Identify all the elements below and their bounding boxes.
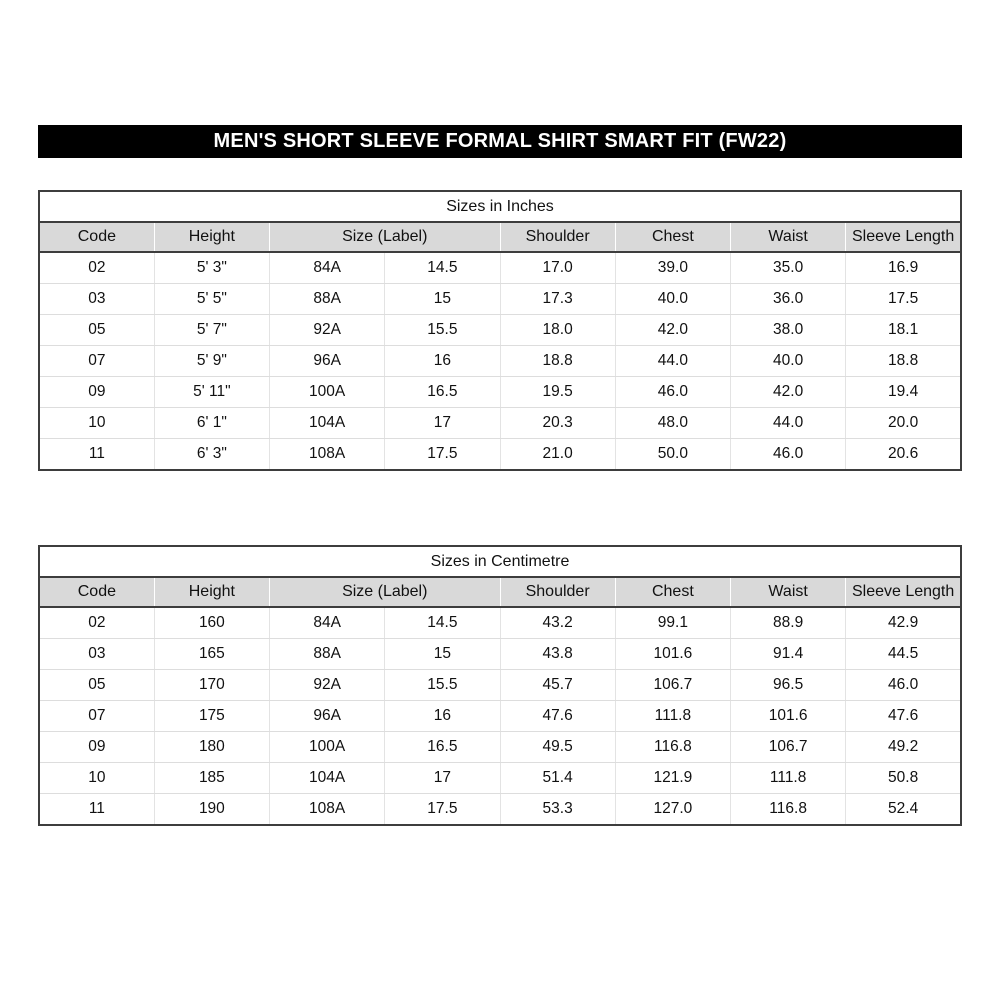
- cell-shoulder: 17.3: [500, 284, 615, 315]
- column-header-code: Code: [39, 222, 154, 252]
- cell-code: 05: [39, 315, 154, 346]
- table-row: [39, 377, 961, 408]
- cell-code: 02: [39, 252, 154, 284]
- cell-size-label: 104A: [270, 408, 385, 439]
- cell-shoulder: 51.4: [500, 763, 615, 794]
- column-header-waist: Waist: [731, 222, 846, 252]
- cell-height: 190: [154, 794, 269, 826]
- cell-chest: 42.0: [615, 315, 730, 346]
- cell-code: 11: [39, 794, 154, 826]
- cell-size-label: 88A: [270, 284, 385, 315]
- cell-height: 160: [154, 607, 269, 639]
- cell-sleeve-length: 50.8: [846, 763, 961, 794]
- column-header-height: Height: [154, 577, 269, 607]
- cell-sleeve-length: 19.4: [846, 377, 961, 408]
- cell-sleeve-length: 52.4: [846, 794, 961, 826]
- cell-code: 10: [39, 408, 154, 439]
- size-table-centimetre: [38, 545, 962, 826]
- table-row: [39, 701, 961, 732]
- table-row: [39, 284, 961, 315]
- column-header-size-label: Size (Label): [270, 577, 501, 607]
- cell-size-number: 15.5: [385, 315, 500, 346]
- cell-size-label: 92A: [270, 315, 385, 346]
- cell-waist: 88.9: [731, 607, 846, 639]
- cell-size-number: 16.5: [385, 377, 500, 408]
- cell-size-label: 88A: [270, 639, 385, 670]
- column-header-chest: Chest: [615, 222, 730, 252]
- size-table-inches: [38, 190, 962, 471]
- cell-chest: 44.0: [615, 346, 730, 377]
- cell-sleeve-length: 20.6: [846, 439, 961, 471]
- cell-chest: 111.8: [615, 701, 730, 732]
- table-title: Sizes in Inches: [39, 191, 961, 222]
- cell-height: 180: [154, 732, 269, 763]
- cell-size-number: 15: [385, 284, 500, 315]
- cell-code: 02: [39, 607, 154, 639]
- column-header-waist: Waist: [731, 577, 846, 607]
- cell-chest: 40.0: [615, 284, 730, 315]
- table-row: [39, 408, 961, 439]
- cell-height: 185: [154, 763, 269, 794]
- cell-waist: 42.0: [731, 377, 846, 408]
- cell-waist: 40.0: [731, 346, 846, 377]
- cell-size-label: 96A: [270, 346, 385, 377]
- cell-size-label: 100A: [270, 732, 385, 763]
- cell-size-number: 15.5: [385, 670, 500, 701]
- cell-size-label: 108A: [270, 794, 385, 826]
- cell-shoulder: 21.0: [500, 439, 615, 471]
- cell-size-label: 104A: [270, 763, 385, 794]
- cell-waist: 96.5: [731, 670, 846, 701]
- cell-code: 09: [39, 732, 154, 763]
- cell-size-number: 17: [385, 408, 500, 439]
- cell-size-number: 17.5: [385, 439, 500, 471]
- page-title: MEN'S SHORT SLEEVE FORMAL SHIRT SMART FIT (FW22): [38, 125, 962, 158]
- cell-waist: 35.0: [731, 252, 846, 284]
- content-area: [38, 125, 962, 826]
- cell-code: 03: [39, 284, 154, 315]
- cell-height: 165: [154, 639, 269, 670]
- cell-size-label: 84A: [270, 252, 385, 284]
- cell-size-number: 15: [385, 639, 500, 670]
- cell-size-number: 16.5: [385, 732, 500, 763]
- table-row: [39, 252, 961, 284]
- cell-shoulder: 43.2: [500, 607, 615, 639]
- cell-waist: 116.8: [731, 794, 846, 826]
- cell-chest: 48.0: [615, 408, 730, 439]
- cell-waist: 101.6: [731, 701, 846, 732]
- cell-chest: 101.6: [615, 639, 730, 670]
- cell-height: 5' 9": [154, 346, 269, 377]
- cell-size-label: 84A: [270, 607, 385, 639]
- table-row: [39, 763, 961, 794]
- cell-height: 5' 3": [154, 252, 269, 284]
- cell-chest: 127.0: [615, 794, 730, 826]
- cell-sleeve-length: 16.9: [846, 252, 961, 284]
- cell-sleeve-length: 46.0: [846, 670, 961, 701]
- table-title: Sizes in Centimetre: [39, 546, 961, 577]
- table-row: [39, 639, 961, 670]
- table-row: [39, 315, 961, 346]
- cell-size-number: 17.5: [385, 794, 500, 826]
- column-header-chest: Chest: [615, 577, 730, 607]
- cell-size-number: 14.5: [385, 252, 500, 284]
- column-header-code: Code: [39, 577, 154, 607]
- cell-waist: 106.7: [731, 732, 846, 763]
- column-header-height: Height: [154, 222, 269, 252]
- cell-waist: 38.0: [731, 315, 846, 346]
- table-row: [39, 346, 961, 377]
- cell-size-number: 16: [385, 701, 500, 732]
- cell-shoulder: 47.6: [500, 701, 615, 732]
- column-header-size-label: Size (Label): [270, 222, 501, 252]
- cell-sleeve-length: 17.5: [846, 284, 961, 315]
- cell-chest: 50.0: [615, 439, 730, 471]
- cell-chest: 99.1: [615, 607, 730, 639]
- cell-code: 09: [39, 377, 154, 408]
- cell-shoulder: 49.5: [500, 732, 615, 763]
- cell-height: 175: [154, 701, 269, 732]
- cell-height: 6' 1": [154, 408, 269, 439]
- cell-code: 11: [39, 439, 154, 471]
- cell-sleeve-length: 18.1: [846, 315, 961, 346]
- cell-height: 5' 11": [154, 377, 269, 408]
- cell-shoulder: 19.5: [500, 377, 615, 408]
- cell-waist: 111.8: [731, 763, 846, 794]
- column-header-sleeve-length: Sleeve Length: [846, 577, 961, 607]
- table-header-row: [39, 577, 961, 607]
- cell-size-label: 96A: [270, 701, 385, 732]
- cell-chest: 121.9: [615, 763, 730, 794]
- cell-size-label: 108A: [270, 439, 385, 471]
- cell-sleeve-length: 42.9: [846, 607, 961, 639]
- cell-shoulder: 53.3: [500, 794, 615, 826]
- cell-shoulder: 17.0: [500, 252, 615, 284]
- cell-size-number: 16: [385, 346, 500, 377]
- column-header-sleeve-length: Sleeve Length: [846, 222, 961, 252]
- cell-sleeve-length: 47.6: [846, 701, 961, 732]
- cell-height: 170: [154, 670, 269, 701]
- cell-size-label: 100A: [270, 377, 385, 408]
- cell-sleeve-length: 20.0: [846, 408, 961, 439]
- table-header-row: [39, 222, 961, 252]
- table-row: [39, 439, 961, 471]
- cell-shoulder: 43.8: [500, 639, 615, 670]
- column-header-shoulder: Shoulder: [500, 577, 615, 607]
- cell-code: 03: [39, 639, 154, 670]
- cell-height: 6' 3": [154, 439, 269, 471]
- table-row: [39, 732, 961, 763]
- cell-code: 07: [39, 701, 154, 732]
- cell-chest: 46.0: [615, 377, 730, 408]
- cell-height: 5' 5": [154, 284, 269, 315]
- cell-height: 5' 7": [154, 315, 269, 346]
- column-header-shoulder: Shoulder: [500, 222, 615, 252]
- cell-sleeve-length: 18.8: [846, 346, 961, 377]
- cell-sleeve-length: 49.2: [846, 732, 961, 763]
- cell-shoulder: 45.7: [500, 670, 615, 701]
- cell-size-number: 14.5: [385, 607, 500, 639]
- cell-chest: 116.8: [615, 732, 730, 763]
- cell-waist: 44.0: [731, 408, 846, 439]
- cell-chest: 106.7: [615, 670, 730, 701]
- cell-waist: 36.0: [731, 284, 846, 315]
- cell-size-label: 92A: [270, 670, 385, 701]
- cell-waist: 46.0: [731, 439, 846, 471]
- table-title-row: [39, 191, 961, 222]
- cell-shoulder: 18.8: [500, 346, 615, 377]
- table-row: [39, 607, 961, 639]
- cell-waist: 91.4: [731, 639, 846, 670]
- cell-code: 07: [39, 346, 154, 377]
- cell-sleeve-length: 44.5: [846, 639, 961, 670]
- cell-shoulder: 20.3: [500, 408, 615, 439]
- cell-code: 05: [39, 670, 154, 701]
- table-row: [39, 794, 961, 826]
- cell-shoulder: 18.0: [500, 315, 615, 346]
- cell-size-number: 17: [385, 763, 500, 794]
- table-row: [39, 670, 961, 701]
- cell-chest: 39.0: [615, 252, 730, 284]
- table-title-row: [39, 546, 961, 577]
- cell-code: 10: [39, 763, 154, 794]
